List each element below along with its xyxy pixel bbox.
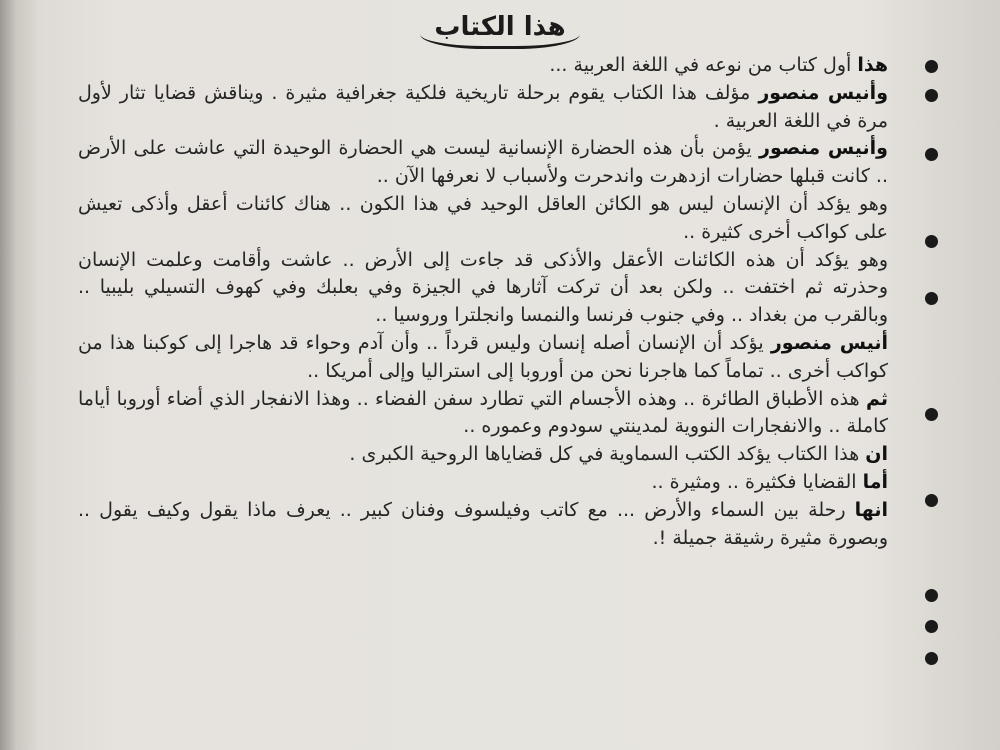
paragraph-4 [78,191,888,247]
paragraph-text: يؤكد أن الإنسان أصله إنسان وليس قرداً .. وأن آدم وحواء قد هاجرا إلى كوكبنا هذا من كواكب أخرى .. تماماً كما هاجرنا نحن من أوروبا إلى استراليا وإلى أمريكا .. [78,331,888,382]
paragraph-text: مؤلف هذا الكتاب يقوم برحلة تاريخية فلكية جغرافية مثيرة . ويناقش قضايا تثار لأول مرة في اللغة العربية . [78,81,888,132]
paragraph-text: رحلة بين السماء والأرض ... مع كاتب وفيلسوف وفنان كبير .. يعرف ماذا يقول وكيف يقول .. وبصورة مثيرة رشيقة جميلة !. [78,498,888,549]
paragraph-9 [78,469,888,497]
bullet-dot [925,235,938,248]
blurb-text [78,52,888,552]
paragraph-lead: انها [854,498,888,521]
page-title: هذا الكتاب [420,12,579,49]
paragraph-7 [78,386,888,442]
paragraph-lead: ان [865,443,888,466]
bullet-dot [925,60,938,73]
bullet-dot [925,589,938,602]
bullet-dot [925,494,938,507]
page-spine-shadow [0,0,18,750]
paragraph-text: وهو يؤكد أن هذه الكائنات الأعقل والأذكى قد جاءت إلى الأرض .. عاشت وأقامت وعلمت الإنسان وحذرته ثم اختفت .. ولكن بعد أن تركت آثارها في الجيزة وفي بعلبك وفي كهوف التسيلي بليبيا .. وبالقرب من بغداد .. وفي جنوب فرنسا والنمسا وانجلترا وروسيا .. [78,248,888,327]
paragraph-6 [78,330,888,386]
paragraph-text: أول كتاب من نوعه في اللغة العربية ... [549,54,858,76]
bullet-dot [925,652,938,665]
paragraph-text: وهو يؤكد أن الإنسان ليس هو الكائن العاقل الوحيد في هذا الكون .. هناك كائنات أعقل وأذكى تعيش على كواكب أخرى كثيرة .. [78,192,888,243]
title-area [0,12,1000,49]
paragraph-3 [78,135,888,191]
paragraph-lead: هذا [857,54,888,76]
bullet-dot [925,620,938,633]
paragraph-lead: وأنيس منصور [759,137,888,160]
paragraph-lead: ثم [865,387,888,410]
paragraph-5 [78,247,888,330]
paragraph-lead: أما [862,470,888,493]
paragraph-text: القضايا فكثيرة .. ومثيرة .. [651,470,863,493]
paragraph-text: يؤمن بأن هذه الحضارة الإنسانية ليست هي الحضارة الوحيدة التي عاشت على الأرض .. كانت قبلها حضارات ازدهرت واندحرت ولأسباب لا نعرفها الآن .. [78,137,888,188]
paragraph-text: هذا الكتاب يؤكد الكتب السماوية في كل قضاياها الروحية الكبرى . [349,443,866,466]
bullet-dot [925,89,938,102]
paragraph-lead: وأنيس منصور [758,81,889,104]
paragraph-1 [78,52,888,80]
paragraph-8 [78,441,888,469]
paragraph-text: هذه الأطباق الطائرة .. وهذه الأجسام التي تطارد سفن الفضاء .. وهذا الانفجار الذي أضاء أوروبا أياما كاملة .. والانفجارات النووية لمدينتي سودوم وعموره .. [78,387,888,438]
bullet-dot [925,148,938,161]
paragraph-2 [78,80,888,136]
bullet-dot [925,408,938,421]
paragraph-lead: أنيس منصور [770,331,888,354]
paragraph-10 [78,497,888,553]
bullet-column [925,0,945,750]
bullet-dot [925,292,938,305]
